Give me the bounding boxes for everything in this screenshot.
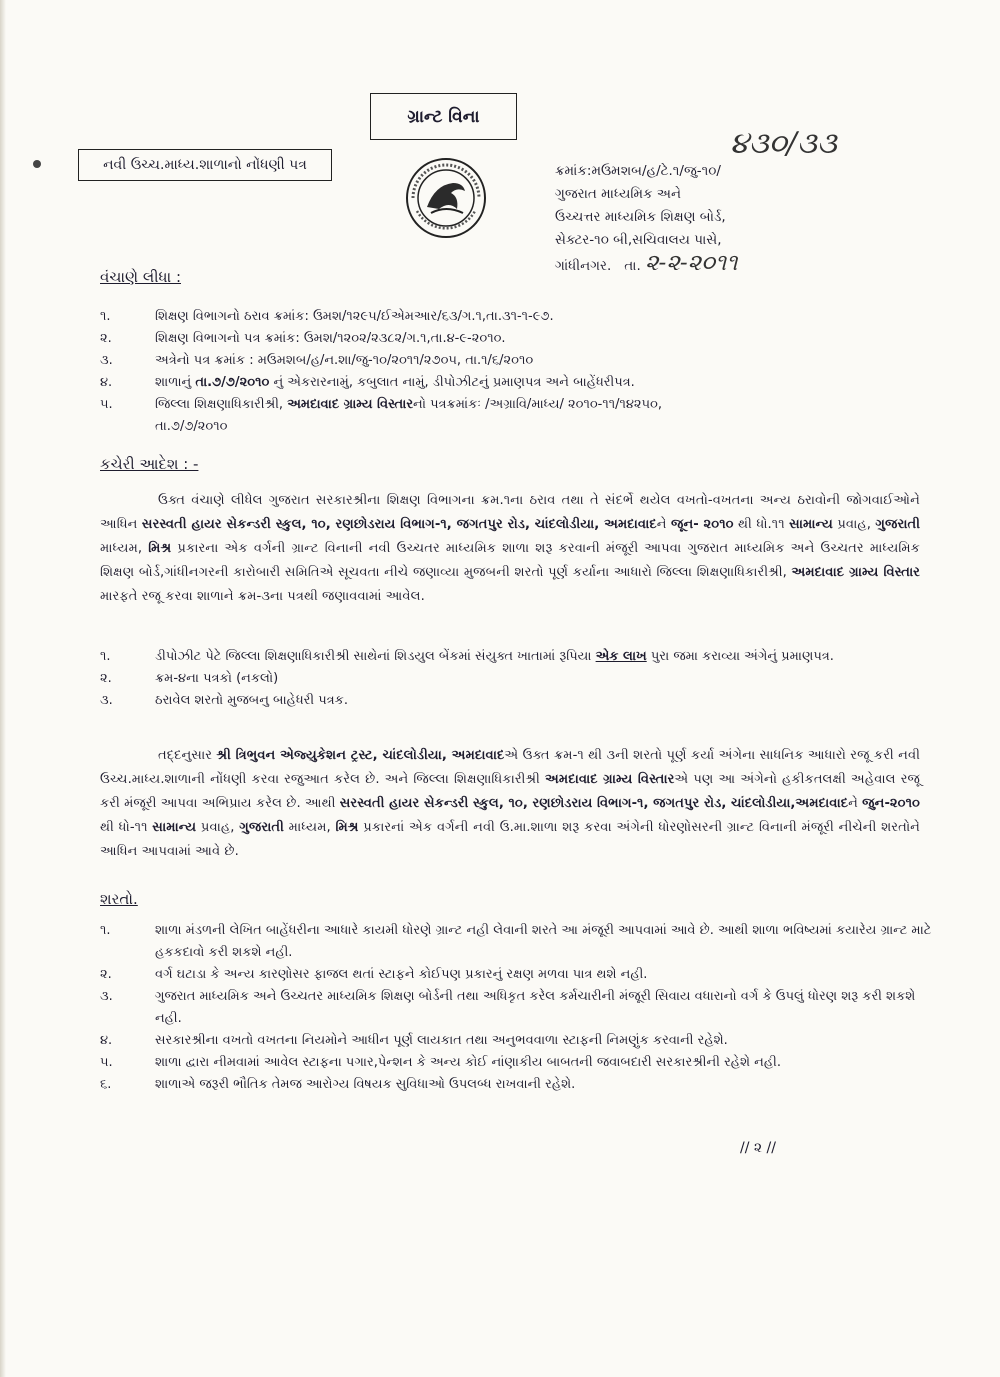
punch-hole-mark [33,160,41,168]
list-item: ૪. સરકારશ્રીના વખતો વખતના નિયમોને આધીન પૂર્ણ લાયકાત તથા અનુભવવાળા સ્ટાફની નિમણુંક કરવાની રહેશે. [100,1033,728,1048]
requirements-list [100,646,940,712]
list-item: ૩. ઠરાવેલ શરતો મુજબનુ બાહેધરી પત્રક. [100,693,348,708]
grant-status-box [370,93,517,140]
list-item: ૩. અત્રેનો પત્ર ક્રમાંક : મઉમશબ/હ/ન.શા/જુ-૧૦/૨૦૧૧/૨૭૦૫, તા.૧/૬/૨૦૧૦ [100,353,534,368]
address-city: ગાંધીનગર. [555,258,612,274]
letter-address-block [555,160,737,278]
address-line: ગુજરાત માધ્યમિક અને [555,186,682,202]
list-item: ૨. ક્રમ-૪ના પત્રકો (નકલો) [100,671,279,686]
list-item: ૧. શિક્ષણ વિભાગનો ઠરાવ ક્રમાંક: ઉમશ/૧૨૯૫/ઈએમઆર/૬૩/ગ.૧,તા.૩૧-૧-૯૭. [100,309,554,324]
list-item: ૬. શાળાએ જરૂરી ભૌતિક તેમજ આરોગ્ય વિષયક સુવિધાઓ ઉપલબ્ધ રાખવાની રહેશે. [100,1077,576,1092]
handwritten-number: ૪૩૦/૩૩ [730,126,837,161]
list-item: ૪. શાળાનું તા.૭/૭/૨૦૧૦ નું એકરારનામું, કબુલાત નામું, ડીપોઝીટનું પ્રમાણપત્ર અને બાહેંધરીપત્ર. [100,375,635,390]
list-item: ૧. શાળા મંડળની લેખિત બાહેંધરીના આધારે કાયમી ધોરણે ગ્રાન્ટ નહી લેવાની શરતે આ મંજૂરી આપવામાં આવે છે. આથી શાળા ભવિષ્યમાં કયારેય ગ્રાન્ટ માટે હકકદાવો કરી શકશે નહી. [100,923,932,960]
date-label: તા. [624,258,641,274]
handwritten-date: ૨-૨-૨૦૧૧ [645,250,738,276]
list-item: ૨. શિક્ષણ વિભાગનો પત્ર ક્રમાંક: ઉમશ/૧૨૦૨/૨૩૮૨/ગ.૧,તા.૪-૯-૨૦૧૦. [100,331,506,346]
conditions-list [100,920,940,1096]
read-list [100,306,940,438]
order-paragraph-1: ઉક્ત વંચાણે લીધેલ ગુજરાત સરકારશ્રીના શિક્ષણ વિભાગના ક્રમ.૧ના ઠરાવ તથા તે સંદર્ભે થયેલ વખતો-વખતના અન્ય ઠરાવોની જોગવાઈઓને આધિન સરસ્વતી હાયર સેકન્ડરી સ્કુલ, ૧૦, રણછોડરાય વિભાગ-૧, જગતપુર રોડ, ચાંદલોડીયા, અમદાવાદને જૂન- ૨૦૧૦ થી ધો.૧૧ સામાન્ય પ્રવાહ, ગુજરાતી માધ્યમ, મિશ્ર પ્રકારના એક વર્ગની ગ્રાન્ટ વિનાની નવી ઉચ્ચતર માધ્યમિક શાળા શરૂ કરવાની મંજૂરી આપવા ગુજરાત માધ્યમિક અને ઉચ્ચતર માધ્યમિક શિક્ષણ બોર્ડ,ગાંધીનગરની કારોબારી સમિતિએ સૂચવતા નીચે જણાવ્યા મુજબની શરતો પૂર્ણ કર્યાના આધારો જિલ્લા શિક્ષણાધિકારીશ્રી, અમદાવાદ ગ્રામ્ય વિસ્તાર મારફતે રજૂ કરવા શાળાને ક્રમ-૩ના પત્રથી જણાવવામાં આવેલ. [100,493,921,604]
registration-letter-label: નવી ઉચ્ચ.માધ્ય.શાળાનો નોંધણી પત્ર [103,157,307,173]
order-paragraph-2: તદ્દનુસાર શ્રી ત્રિભુવન એજ્યુકેશન ટ્રસ્ટ, ચાંદલોડીયા, અમદાવાદએ ઉક્ત ક્રમ-૧ થી ૩ની શરતો પૂર્ણ કર્યા અંગેના સાધનિક આધારો રજૂ કરી નવી ઉચ્ચ.માધ્ય.શાળાની નોંધણી કરવા રજુઆત કરેલ છે. અને જિલ્લા શિક્ષણાધિકારીશ્રી અમદાવાદ ગ્રામ્ય વિસ્તારએ પણ આ અંગેનો હકીકતલક્ષી અહેવાલ રજૂ કરી મંજૂરી આપવા અભિપ્રાય કરેલ છે. આથી સરસ્વતી હાયર સેકન્ડરી સ્કુલ, ૧૦, રણછોડરાય વિભાગ-૧, જગતપુર રોડ, ચાંદલોડીયા,અમદાવાદને જુન-૨૦૧૦ થી ધો-૧૧ સામાન્ય પ્રવાહ, ગુજરાતી માધ્યમ, મિશ્ર પ્રકારનાં એક વર્ગની નવી ઉ.મા.શાળા શરૂ કરવા અંગેની ધોરણોસરની ગ્રાન્ટ વિનાની મંજૂરી નીચેની શરતોને આધિન આપવામાં આવે છે. [100,748,920,859]
address-city-date-line [555,252,737,278]
registration-letter-box [78,149,332,181]
conditions-heading: શરતો. [100,890,138,908]
list-item: ૩. ગુજરાત માધ્યમિક અને ઉચ્ચતર માધ્યમિક શિક્ષણ બોર્ડની તથા અધિકૃત કરેલ કર્મચારીની મંજૂરી સિવાય વધારાનો વર્ગ કે ઉપલું ધોરણ શરૂ કરી શકશે નહી. [100,989,916,1026]
paper-edge [0,0,6,1377]
page-number-marker: // ૨ // [740,1140,776,1156]
grant-status-label: ગ્રાન્ટ વિના [407,106,480,127]
address-line: સેક્ટર-૧૦ બી,સચિવાલય પાસે, [555,232,722,248]
read-heading: વંચાણે લીધા : [100,268,181,286]
board-seal-icon [405,157,487,239]
letter-reference: ક્રમાંક:મઉમશબ/હ/ટે.૧/જુ-૧૦/ [555,163,721,179]
address-line: ઉચ્ચત્તર માધ્યમિક શિક્ષણ બોર્ડ, [555,209,726,225]
office-order-heading: કચેરી આદેશ : - [100,455,199,473]
list-item: ૧. ડીપોઝીટ પેટે જિલ્લા શિક્ષણાધિકારીશ્રી સાથેનાં શિડયુલ બેંકમાં સંયુક્ત ખાતામાં રૂપિયા એક લાખ પુરા જમા કરાવ્યા અંગેનું પ્રમાણપત્ર. [100,649,834,664]
list-item: ૫. જિલ્લા શિક્ષણાધિકારીશ્રી, અમદાવાદ ગ્રામ્ય વિસ્તારનો પત્રક્રમાંકઃ /અગ્રાવિ/માધ્ય/ ૨૦૧૦-૧૧/૧૪૨૫૦, તા.૭/૭/૨૦૧૦ [100,397,663,434]
list-item: ૨. વર્ગ ઘટાડા કે અન્ય કારણોસર ફાજલ થતાં સ્ટાફને કોઈપણ પ્રકારનું રક્ષણ મળવા પાત્ર થશે નહી. [100,967,648,982]
list-item: ૫. શાળા દ્વારા નીમવામાં આવેલ સ્ટાફના પગાર,પેન્શન કે અન્ય કોઈ નાંણાકીય બાબતની જવાબદારી સરકારશ્રીની રહેશે નહી. [100,1055,781,1070]
